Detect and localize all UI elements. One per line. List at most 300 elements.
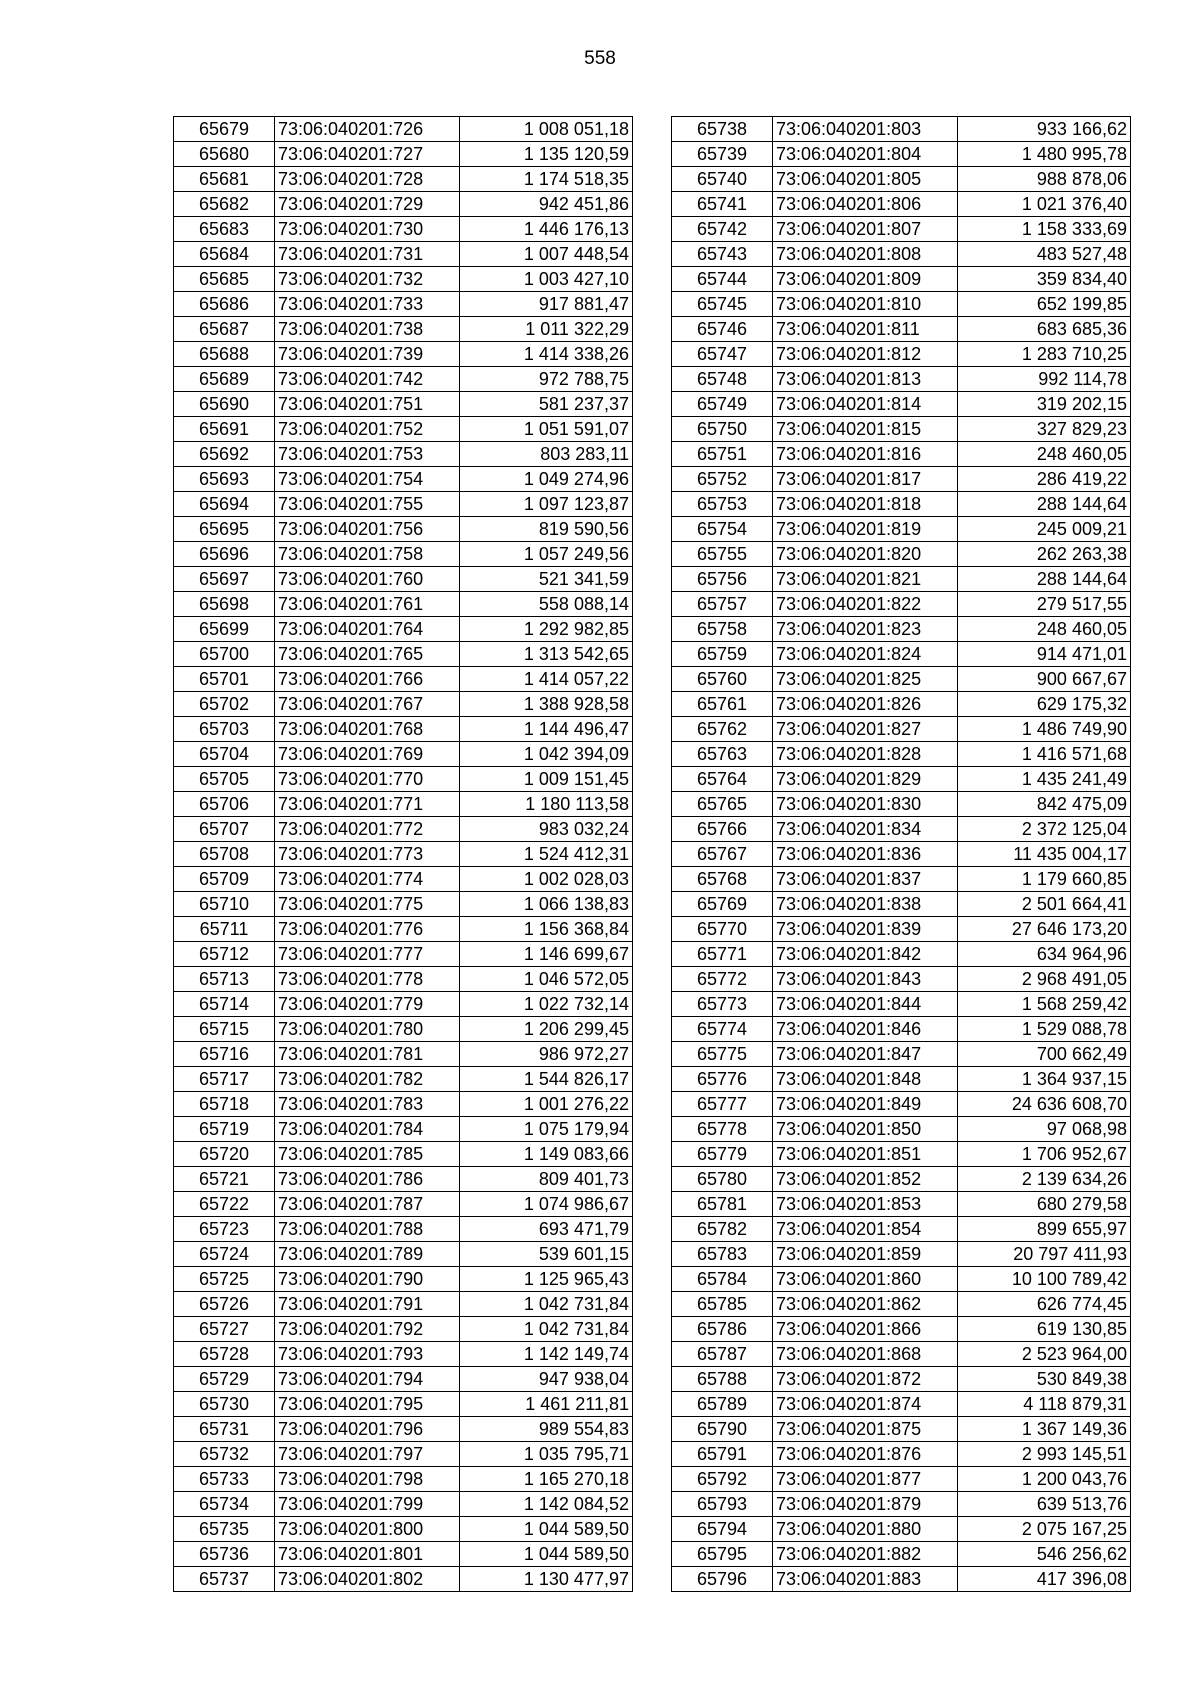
value-cell: 1 021 376,40 [958,192,1131,217]
value-cell: 1 416 571,68 [958,742,1131,767]
cadastral-number-cell: 73:06:040201:843 [773,967,958,992]
cadastral-table-right [671,116,1131,1592]
cadastral-number-cell: 73:06:040201:828 [773,742,958,767]
table-row [174,492,633,517]
value-cell: 24 636 608,70 [958,1092,1131,1117]
value-cell: 1 568 259,42 [958,992,1131,1017]
table-row [174,1567,633,1592]
table-row [174,1542,633,1567]
row-number-cell: 65746 [672,317,773,342]
table-row [174,417,633,442]
value-cell: 483 527,48 [958,242,1131,267]
value-cell: 2 372 125,04 [958,817,1131,842]
cadastral-number-cell: 73:06:040201:849 [773,1092,958,1117]
table-row [672,1467,1131,1492]
row-number-cell: 65690 [174,392,275,417]
row-number-cell: 65758 [672,617,773,642]
cadastral-number-cell: 73:06:040201:765 [275,642,460,667]
table-row [672,1442,1131,1467]
row-number-cell: 65765 [672,792,773,817]
row-number-cell: 65756 [672,567,773,592]
row-number-cell: 65742 [672,217,773,242]
table-row [672,1142,1131,1167]
value-cell: 1 180 113,58 [460,792,633,817]
table-body [672,117,1131,1592]
row-number-cell: 65750 [672,417,773,442]
row-number-cell: 65710 [174,892,275,917]
table-row [174,442,633,467]
table-row [672,1292,1131,1317]
cadastral-number-cell: 73:06:040201:811 [773,317,958,342]
row-number-cell: 65722 [174,1192,275,1217]
row-number-cell: 65743 [672,242,773,267]
cadastral-number-cell: 73:06:040201:772 [275,817,460,842]
cadastral-number-cell: 73:06:040201:782 [275,1067,460,1092]
table-row [174,942,633,967]
cadastral-number-cell: 73:06:040201:827 [773,717,958,742]
row-number-cell: 65749 [672,392,773,417]
value-cell: 1 206 299,45 [460,1017,633,1042]
cadastral-number-cell: 73:06:040201:727 [275,142,460,167]
row-number-cell: 65727 [174,1317,275,1342]
value-cell: 809 401,73 [460,1167,633,1192]
cadastral-number-cell: 73:06:040201:760 [275,567,460,592]
cadastral-number-cell: 73:06:040201:874 [773,1392,958,1417]
row-number-cell: 65682 [174,192,275,217]
table-row [174,1042,633,1067]
row-number-cell: 65796 [672,1567,773,1592]
cadastral-number-cell: 73:06:040201:875 [773,1417,958,1442]
cadastral-number-cell: 73:06:040201:733 [275,292,460,317]
row-number-cell: 65686 [174,292,275,317]
table-row [672,117,1131,142]
row-number-cell: 65696 [174,542,275,567]
row-number-cell: 65712 [174,942,275,967]
table-row [672,942,1131,967]
cadastral-number-cell: 73:06:040201:786 [275,1167,460,1192]
row-number-cell: 65711 [174,917,275,942]
row-number-cell: 65695 [174,517,275,542]
table-row [672,1192,1131,1217]
table-row [174,1067,633,1092]
value-cell: 1 044 589,50 [460,1542,633,1567]
cadastral-number-cell: 73:06:040201:830 [773,792,958,817]
cadastral-number-cell: 73:06:040201:756 [275,517,460,542]
row-number-cell: 65693 [174,467,275,492]
table-row [174,1342,633,1367]
value-cell: 1 292 982,85 [460,617,633,642]
cadastral-number-cell: 73:06:040201:815 [773,417,958,442]
row-number-cell: 65706 [174,792,275,817]
table-row [174,817,633,842]
row-number-cell: 65778 [672,1117,773,1142]
row-number-cell: 65683 [174,217,275,242]
cadastral-number-cell: 73:06:040201:769 [275,742,460,767]
value-cell: 842 475,09 [958,792,1131,817]
value-cell: 1 142 149,74 [460,1342,633,1367]
value-cell: 1 283 710,25 [958,342,1131,367]
page-number: 558 [584,48,616,69]
value-cell: 2 968 491,05 [958,967,1131,992]
table-row [174,667,633,692]
value-cell: 581 237,37 [460,392,633,417]
cadastral-number-cell: 73:06:040201:819 [773,517,958,542]
cadastral-number-cell: 73:06:040201:872 [773,1367,958,1392]
cadastral-number-cell: 73:06:040201:868 [773,1342,958,1367]
table-row [174,1317,633,1342]
row-number-cell: 65709 [174,867,275,892]
cadastral-number-cell: 73:06:040201:775 [275,892,460,917]
row-number-cell: 65786 [672,1317,773,1342]
row-number-cell: 65691 [174,417,275,442]
table-row [672,492,1131,517]
value-cell: 248 460,05 [958,442,1131,467]
table-row [672,417,1131,442]
cadastral-number-cell: 73:06:040201:822 [773,592,958,617]
value-cell: 1 044 589,50 [460,1517,633,1542]
row-number-cell: 65788 [672,1367,773,1392]
value-cell: 1 125 965,43 [460,1267,633,1292]
value-cell: 1 156 368,84 [460,917,633,942]
table-row [672,1067,1131,1092]
cadastral-number-cell: 73:06:040201:877 [773,1467,958,1492]
row-number-cell: 65744 [672,267,773,292]
row-number-cell: 65739 [672,142,773,167]
value-cell: 558 088,14 [460,592,633,617]
cadastral-number-cell: 73:06:040201:771 [275,792,460,817]
row-number-cell: 65783 [672,1242,773,1267]
table-row [672,1267,1131,1292]
table-row [672,1042,1131,1067]
table-row [174,167,633,192]
cadastral-number-cell: 73:06:040201:787 [275,1192,460,1217]
row-number-cell: 65745 [672,292,773,317]
table-row [672,842,1131,867]
table-row [174,792,633,817]
value-cell: 619 130,85 [958,1317,1131,1342]
value-cell: 10 100 789,42 [958,1267,1131,1292]
cadastral-number-cell: 73:06:040201:842 [773,942,958,967]
value-cell: 1 011 322,29 [460,317,633,342]
value-cell: 1 544 826,17 [460,1067,633,1092]
table-row [672,967,1131,992]
cadastral-number-cell: 73:06:040201:805 [773,167,958,192]
cadastral-number-cell: 73:06:040201:792 [275,1317,460,1342]
cadastral-number-cell: 73:06:040201:791 [275,1292,460,1317]
table-row [174,1217,633,1242]
cadastral-number-cell: 73:06:040201:753 [275,442,460,467]
value-cell: 1 200 043,76 [958,1467,1131,1492]
cadastral-number-cell: 73:06:040201:854 [773,1217,958,1242]
cadastral-number-cell: 73:06:040201:852 [773,1167,958,1192]
row-number-cell: 65699 [174,617,275,642]
row-number-cell: 65737 [174,1567,275,1592]
cadastral-number-cell: 73:06:040201:777 [275,942,460,967]
table-row [672,242,1131,267]
value-cell: 279 517,55 [958,592,1131,617]
row-number-cell: 65775 [672,1042,773,1067]
row-number-cell: 65689 [174,367,275,392]
cadastral-number-cell: 73:06:040201:778 [275,967,460,992]
table-row [672,717,1131,742]
cadastral-number-cell: 73:06:040201:824 [773,642,958,667]
table-row [672,192,1131,217]
table-row [174,867,633,892]
table-row [672,1417,1131,1442]
value-cell: 917 881,47 [460,292,633,317]
row-number-cell: 65717 [174,1067,275,1092]
value-cell: 914 471,01 [958,642,1131,667]
cadastral-number-cell: 73:06:040201:837 [773,867,958,892]
cadastral-number-cell: 73:06:040201:818 [773,492,958,517]
cadastral-number-cell: 73:06:040201:783 [275,1092,460,1117]
cadastral-table-left [173,116,633,1592]
table-row [174,692,633,717]
value-cell: 1 035 795,71 [460,1442,633,1467]
value-cell: 1 144 496,47 [460,717,633,742]
value-cell: 1 074 986,67 [460,1192,633,1217]
value-cell: 1 486 749,90 [958,717,1131,742]
value-cell: 1 179 660,85 [958,867,1131,892]
value-cell: 521 341,59 [460,567,633,592]
row-number-cell: 65766 [672,817,773,842]
value-cell: 1 009 151,45 [460,767,633,792]
value-cell: 693 471,79 [460,1217,633,1242]
value-cell: 327 829,23 [958,417,1131,442]
cadastral-number-cell: 73:06:040201:812 [773,342,958,367]
value-cell: 1 057 249,56 [460,542,633,567]
cadastral-number-cell: 73:06:040201:789 [275,1242,460,1267]
table-row [672,217,1131,242]
value-cell: 1 414 057,22 [460,667,633,692]
value-cell: 1 165 270,18 [460,1467,633,1492]
cadastral-number-cell: 73:06:040201:859 [773,1242,958,1267]
row-number-cell: 65715 [174,1017,275,1042]
value-cell: 1 003 427,10 [460,267,633,292]
cadastral-number-cell: 73:06:040201:751 [275,392,460,417]
table-row [672,667,1131,692]
value-cell: 1 022 732,14 [460,992,633,1017]
cadastral-number-cell: 73:06:040201:795 [275,1392,460,1417]
row-number-cell: 65779 [672,1142,773,1167]
row-number-cell: 65729 [174,1367,275,1392]
value-cell: 1 042 394,09 [460,742,633,767]
table-row [174,142,633,167]
row-number-cell: 65780 [672,1167,773,1192]
table-row [174,642,633,667]
cadastral-number-cell: 73:06:040201:808 [773,242,958,267]
value-cell: 1 364 937,15 [958,1067,1131,1092]
value-cell: 1 051 591,07 [460,417,633,442]
value-cell: 988 878,06 [958,167,1131,192]
row-number-cell: 65728 [174,1342,275,1367]
row-number-cell: 65731 [174,1417,275,1442]
table-row [174,117,633,142]
row-number-cell: 65719 [174,1117,275,1142]
value-cell: 1 135 120,59 [460,142,633,167]
row-number-cell: 65772 [672,967,773,992]
table-row [174,592,633,617]
value-cell: 2 993 145,51 [958,1442,1131,1467]
row-number-cell: 65720 [174,1142,275,1167]
cadastral-number-cell: 73:06:040201:816 [773,442,958,467]
row-number-cell: 65741 [672,192,773,217]
table-row [174,967,633,992]
value-cell: 1 097 123,87 [460,492,633,517]
row-number-cell: 65679 [174,117,275,142]
cadastral-number-cell: 73:06:040201:807 [773,217,958,242]
row-number-cell: 65725 [174,1267,275,1292]
cadastral-number-cell: 73:06:040201:738 [275,317,460,342]
value-cell: 288 144,64 [958,567,1131,592]
row-number-cell: 65723 [174,1217,275,1242]
value-cell: 20 797 411,93 [958,1242,1131,1267]
table-row [174,1242,633,1267]
value-cell: 1 130 477,97 [460,1567,633,1592]
cadastral-number-cell: 73:06:040201:862 [773,1292,958,1317]
table-row [174,742,633,767]
cadastral-number-cell: 73:06:040201:853 [773,1192,958,1217]
cadastral-number-cell: 73:06:040201:726 [275,117,460,142]
value-cell: 652 199,85 [958,292,1131,317]
table-row [174,567,633,592]
value-cell: 629 175,32 [958,692,1131,717]
value-cell: 933 166,62 [958,117,1131,142]
row-number-cell: 65782 [672,1217,773,1242]
cadastral-number-cell: 73:06:040201:866 [773,1317,958,1342]
value-cell: 639 513,76 [958,1492,1131,1517]
cadastral-number-cell: 73:06:040201:879 [773,1492,958,1517]
cadastral-number-cell: 73:06:040201:848 [773,1067,958,1092]
value-cell: 97 068,98 [958,1117,1131,1142]
value-cell: 1 524 412,31 [460,842,633,867]
row-number-cell: 65698 [174,592,275,617]
value-cell: 1 002 028,03 [460,867,633,892]
row-number-cell: 65790 [672,1417,773,1442]
cadastral-number-cell: 73:06:040201:773 [275,842,460,867]
cadastral-number-cell: 73:06:040201:754 [275,467,460,492]
table-row [174,1017,633,1042]
cadastral-number-cell: 73:06:040201:796 [275,1417,460,1442]
cadastral-number-cell: 73:06:040201:820 [773,542,958,567]
value-cell: 947 938,04 [460,1367,633,1392]
table-row [174,467,633,492]
cadastral-number-cell: 73:06:040201:846 [773,1017,958,1042]
row-number-cell: 65795 [672,1542,773,1567]
cadastral-number-cell: 73:06:040201:752 [275,417,460,442]
row-number-cell: 65685 [174,267,275,292]
table-row [174,342,633,367]
value-cell: 700 662,49 [958,1042,1131,1067]
cadastral-number-cell: 73:06:040201:803 [773,117,958,142]
cadastral-number-cell: 73:06:040201:755 [275,492,460,517]
table-row [174,1367,633,1392]
row-number-cell: 65789 [672,1392,773,1417]
value-cell: 1 042 731,84 [460,1317,633,1342]
table-row [672,1567,1131,1592]
cadastral-number-cell: 73:06:040201:829 [773,767,958,792]
row-number-cell: 65680 [174,142,275,167]
table-row [672,167,1131,192]
table-row [174,892,633,917]
value-cell: 27 646 173,20 [958,917,1131,942]
value-cell: 1 042 731,84 [460,1292,633,1317]
value-cell: 1 446 176,13 [460,217,633,242]
table-row [672,792,1131,817]
cadastral-number-cell: 73:06:040201:825 [773,667,958,692]
row-number-cell: 65701 [174,667,275,692]
table-row [174,1167,633,1192]
table-row [672,1092,1131,1117]
value-cell: 1 075 179,94 [460,1117,633,1142]
table-row [174,517,633,542]
cadastral-number-cell: 73:06:040201:761 [275,592,460,617]
value-cell: 4 118 879,31 [958,1392,1131,1417]
cadastral-number-cell: 73:06:040201:799 [275,1492,460,1517]
value-cell: 1 529 088,78 [958,1017,1131,1042]
table-row [174,1192,633,1217]
cadastral-number-cell: 73:06:040201:834 [773,817,958,842]
value-cell: 899 655,97 [958,1217,1131,1242]
row-number-cell: 65793 [672,1492,773,1517]
value-cell: 1 001 276,22 [460,1092,633,1117]
row-number-cell: 65733 [174,1467,275,1492]
value-cell: 1 146 699,67 [460,942,633,967]
cadastral-number-cell: 73:06:040201:844 [773,992,958,1017]
row-number-cell: 65767 [672,842,773,867]
row-number-cell: 65708 [174,842,275,867]
value-cell: 900 667,67 [958,667,1131,692]
row-number-cell: 65770 [672,917,773,942]
value-cell: 2 139 634,26 [958,1167,1131,1192]
value-cell: 286 419,22 [958,467,1131,492]
cadastral-number-cell: 73:06:040201:732 [275,267,460,292]
table-row [174,1267,633,1292]
table-row [672,1492,1131,1517]
cadastral-number-cell: 73:06:040201:730 [275,217,460,242]
row-number-cell: 65716 [174,1042,275,1067]
row-number-cell: 65688 [174,342,275,367]
row-number-cell: 65748 [672,367,773,392]
cadastral-number-cell: 73:06:040201:850 [773,1117,958,1142]
cadastral-number-cell: 73:06:040201:790 [275,1267,460,1292]
cadastral-number-cell: 73:06:040201:802 [275,1567,460,1592]
value-cell: 1 388 928,58 [460,692,633,717]
cadastral-number-cell: 73:06:040201:880 [773,1517,958,1542]
table-row [672,1367,1131,1392]
table-row [672,392,1131,417]
cadastral-number-cell: 73:06:040201:780 [275,1017,460,1042]
value-cell: 2 523 964,00 [958,1342,1131,1367]
row-number-cell: 65752 [672,467,773,492]
value-cell: 1 174 518,35 [460,167,633,192]
row-number-cell: 65787 [672,1342,773,1367]
table-row [174,267,633,292]
cadastral-number-cell: 73:06:040201:813 [773,367,958,392]
row-number-cell: 65736 [174,1542,275,1567]
value-cell: 1 313 542,65 [460,642,633,667]
row-number-cell: 65687 [174,317,275,342]
row-number-cell: 65760 [672,667,773,692]
row-number-cell: 65751 [672,442,773,467]
value-cell: 972 788,75 [460,367,633,392]
value-cell: 11 435 004,17 [958,842,1131,867]
value-cell: 530 849,38 [958,1367,1131,1392]
table-row [174,992,633,1017]
value-cell: 1 008 051,18 [460,117,633,142]
table-row [174,1442,633,1467]
cadastral-number-cell: 73:06:040201:797 [275,1442,460,1467]
